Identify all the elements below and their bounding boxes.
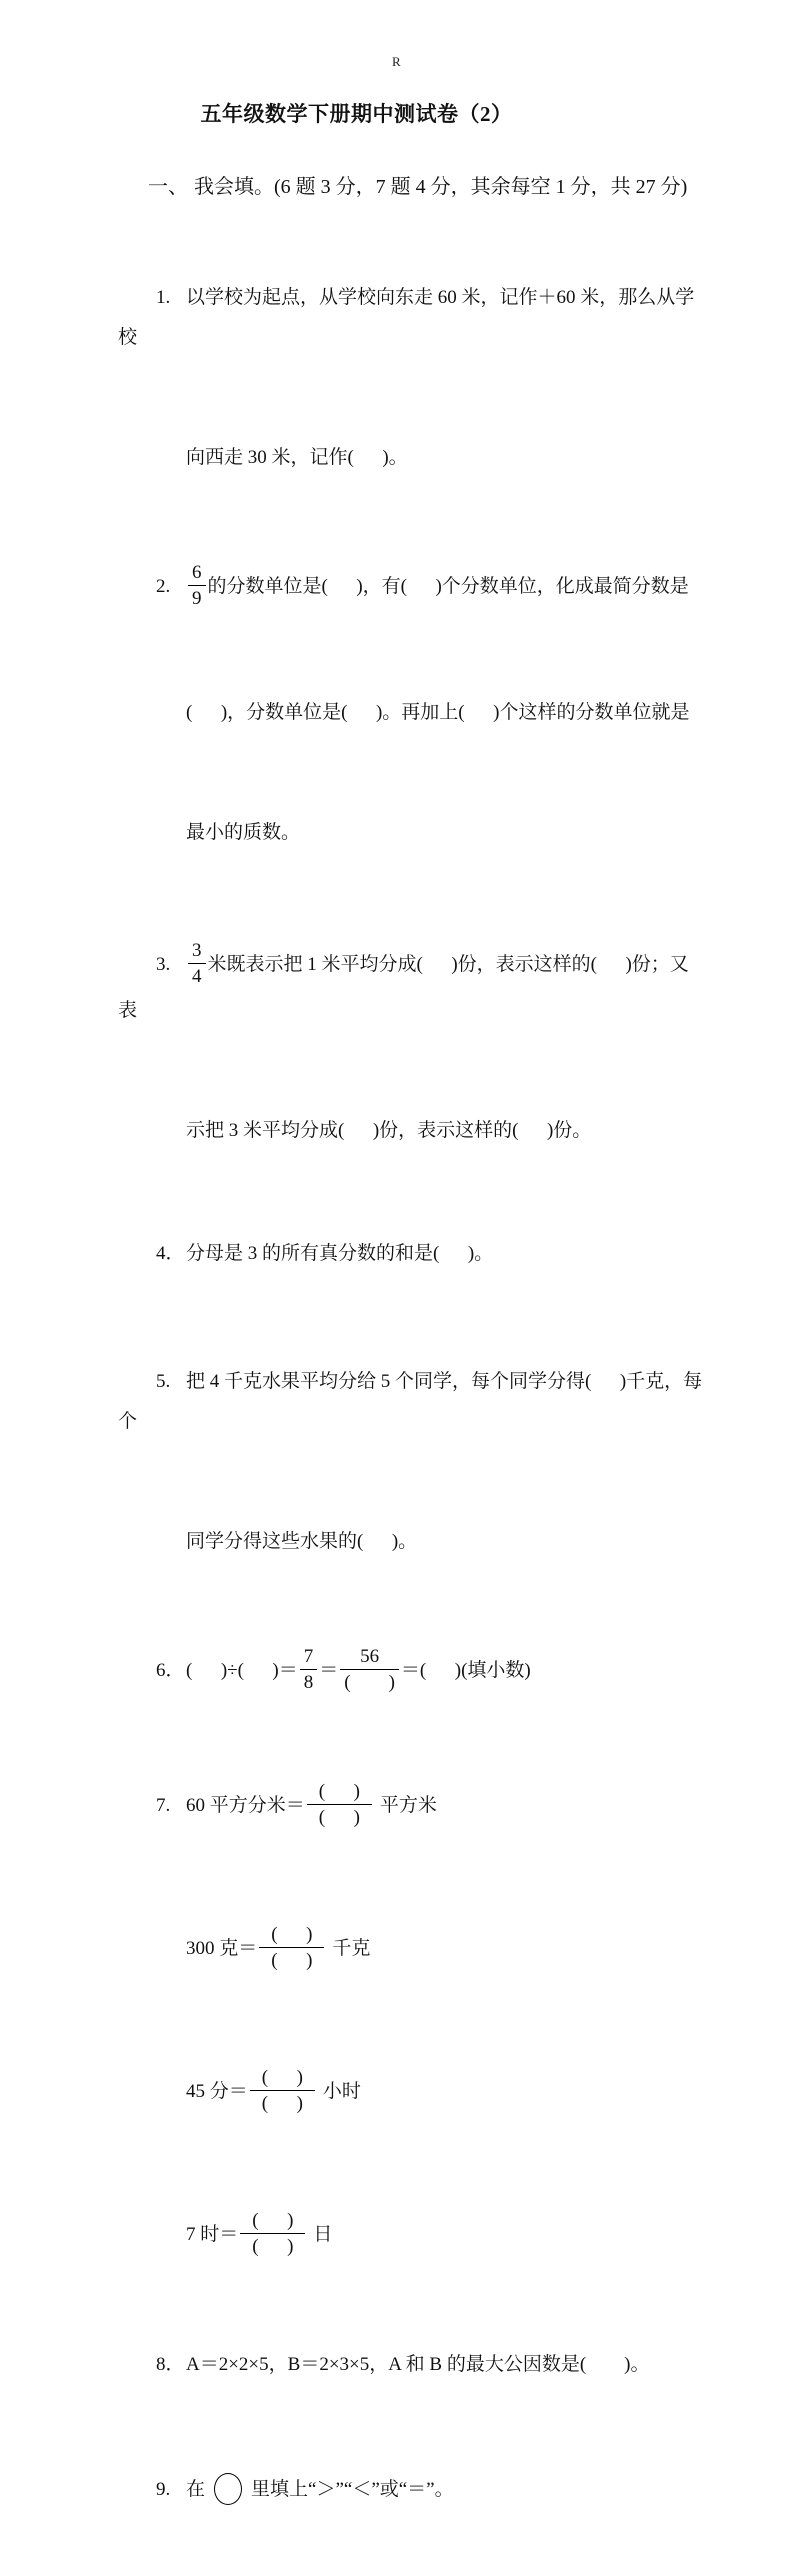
question-2-line-1 (118, 522, 705, 653)
question-5-line-2 (118, 1482, 705, 1602)
fraction-numerator: 3 (192, 940, 202, 961)
question-2-text-3: 最小的质数。 (186, 822, 301, 843)
question-7-row-4 (118, 2170, 705, 2301)
fraction-denominator-blank: ( ) (340, 1669, 399, 1695)
conversion-unit: 千克 (332, 1937, 371, 1959)
question-2 (118, 522, 705, 893)
conversion-unit: 日 (313, 2223, 333, 2245)
question-3-line-2 (118, 1071, 705, 1191)
fraction-denominator-blank: ( ) (307, 1804, 372, 1830)
fraction-three-fourths (188, 938, 206, 989)
question-1-text-2: 向西走 30 米，记作( )。 (186, 447, 408, 468)
question-3 (118, 900, 705, 1191)
question-1 (118, 238, 705, 518)
fraction-denominator-blank: ( ) (259, 1947, 324, 1973)
conversion-lhs: 7 时＝ (186, 2223, 239, 2245)
question-2-number: 2. (156, 575, 171, 597)
fraction-numerator-blank: ( ) (252, 2210, 294, 2231)
question-8 (118, 2305, 705, 2425)
question-4-number: 4． (156, 1243, 185, 1264)
question-8-text-1: A＝2×2×5，B＝2×3×5，A 和 B 的最大公因数是( )。 (186, 2354, 650, 2375)
question-2-text-1: 的分数单位是( )，有( )个分数单位，化成最简分数是 (207, 575, 689, 597)
question-3-number: 3. (156, 953, 171, 975)
question-6-segment-3: ＝( )(填小数) (400, 1659, 531, 1681)
paper-content (0, 148, 793, 2550)
question-5-text-2: 同学分得这些水果的( )。 (186, 1531, 418, 1552)
fraction-numerator: 56 (360, 1646, 380, 1667)
question-9 (118, 2430, 705, 2550)
fraction-denominator: 4 (188, 963, 206, 989)
fraction-denominator-blank: ( ) (240, 2233, 305, 2259)
fraction-numerator-blank: ( ) (271, 1924, 313, 1945)
question-7 (118, 1741, 705, 2301)
question-7-row-2 (118, 1884, 705, 2015)
question-5-line-1 (118, 1322, 705, 1482)
fraction-56-over-blank (340, 1644, 399, 1695)
question-6-segment-2: ＝ (319, 1659, 339, 1681)
question-2-line-3 (118, 773, 705, 893)
blank-fraction (307, 1779, 372, 1830)
blank-fraction (259, 1922, 324, 1973)
fraction-six-ninths (188, 560, 206, 611)
question-9-text-before-circle: 在 (186, 2479, 206, 2500)
question-5-number: 5. (156, 1371, 171, 1392)
question-8-number: 8． (156, 2354, 185, 2375)
question-1-line-1 (118, 238, 705, 398)
section-heading (118, 148, 705, 226)
conversion-lhs: 60 平方分米＝ (186, 1794, 305, 1816)
question-9-number: 9. (156, 2479, 171, 2500)
fraction-seven-eighths (300, 1644, 318, 1695)
blank-fraction (240, 2208, 305, 2259)
question-4-line-1 (118, 1194, 705, 1314)
question-6-number: 6． (156, 1659, 185, 1681)
fraction-denominator: 8 (300, 1669, 318, 1695)
section-number: 一、 (148, 176, 188, 198)
section-title: 我会填。(6 题 3 分，7 题 4 分，其余每空 1 分，共 27 分) (194, 176, 688, 198)
question-6-segment-1: ( )÷( )＝ (186, 1659, 298, 1681)
page-title: 五年级数学下册期中测试卷（2） (200, 102, 513, 126)
question-5 (118, 1322, 705, 1602)
question-6 (118, 1606, 705, 1737)
conversion-lhs: 45 分＝ (186, 2080, 248, 2102)
question-9-text-after-circle: 里填上“＞”“＜”或“＝”。 (251, 2479, 454, 2500)
question-5-text-1: 把 4 千克水果平均分给 5 个同学，每个同学分得( )千克，每个 (118, 1371, 703, 1432)
blank-fraction (250, 2065, 315, 2116)
question-7-number: 7. (156, 1794, 171, 1816)
fraction-numerator: 7 (303, 1646, 314, 1667)
question-7-row-1 (118, 1741, 705, 1872)
question-4 (118, 1194, 705, 1314)
question-6-line-1 (118, 1606, 705, 1737)
fraction-numerator: 6 (192, 562, 202, 583)
fraction-numerator-blank: ( ) (261, 2067, 303, 2088)
question-1-number: 1. (156, 287, 171, 308)
corner-mark: R (392, 54, 401, 69)
question-1-text-1: 以学校为起点，从学校向东走 60 米，记作＋60 米，那么从学校 (118, 287, 695, 348)
conversion-unit: 小时 (322, 2080, 361, 2102)
fraction-denominator-blank: ( ) (250, 2090, 315, 2116)
question-3-text-2: 示把 3 米平均分成( )份，表示这样的( )份。 (186, 1120, 592, 1141)
question-2-line-2 (118, 653, 705, 773)
question-3-text-1: 米既表示把 1 米平均分成( )份，表示这样的( )份；又表 (118, 953, 689, 1021)
question-3-line-1 (118, 900, 705, 1071)
fraction-numerator-blank: ( ) (318, 1781, 360, 1802)
question-7-row-3 (118, 2027, 705, 2158)
question-4-text-1: 分母是 3 的所有真分数的和是( )。 (186, 1243, 494, 1264)
conversion-unit: 平方米 (379, 1794, 437, 1816)
conversion-lhs: 300 克＝ (186, 1937, 258, 1959)
circle-blank-icon (214, 2473, 242, 2505)
question-2-text-2: ( )，分数单位是( )。再加上( )个这样的分数单位就是 (186, 702, 690, 723)
question-9-line-1 (118, 2430, 705, 2550)
question-1-line-2 (118, 398, 705, 518)
question-8-line-1 (118, 2305, 705, 2425)
fraction-denominator: 9 (188, 585, 206, 611)
